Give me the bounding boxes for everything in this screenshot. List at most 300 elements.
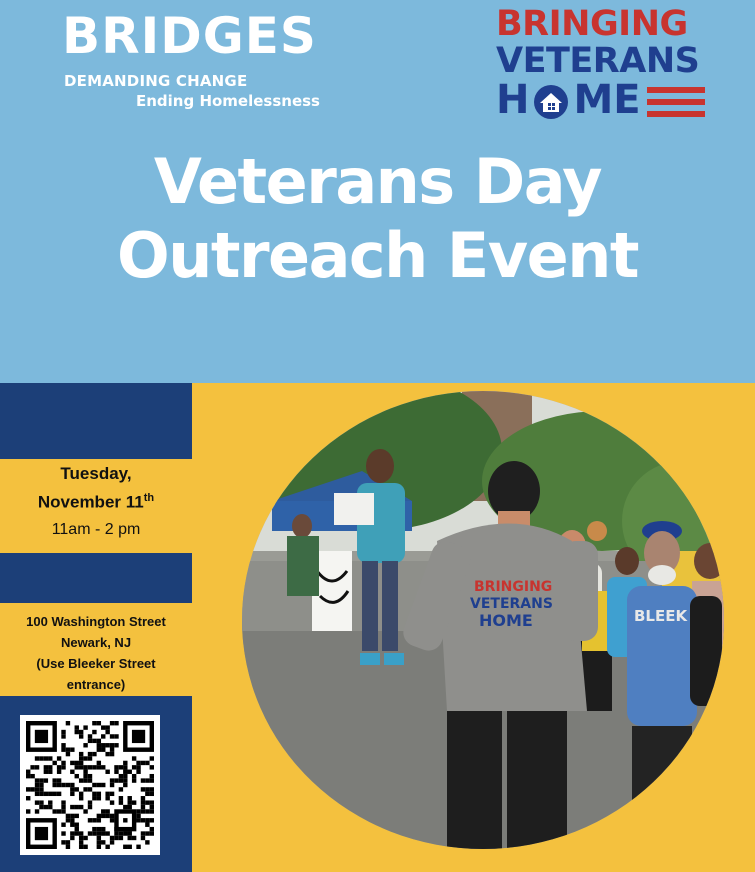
event-title xyxy=(0,145,755,293)
bvh-logo-line-1: BRINGING xyxy=(496,4,688,44)
qr-module xyxy=(35,730,48,743)
qr-module xyxy=(61,747,65,751)
qr-module xyxy=(88,778,92,782)
qr-module xyxy=(145,831,149,835)
qr-module xyxy=(44,765,48,769)
qr-module xyxy=(101,747,105,751)
bridges-logo-wordmark: BRIDGES xyxy=(62,7,317,65)
qr-module xyxy=(52,792,56,796)
qr-module xyxy=(114,721,118,725)
qr-module xyxy=(88,831,92,835)
qr-module xyxy=(79,761,83,765)
qr-module xyxy=(75,827,79,831)
qr-module xyxy=(70,818,74,822)
qr-module xyxy=(150,774,154,778)
qr-module xyxy=(35,827,48,840)
qr-module xyxy=(83,778,87,782)
qr-module xyxy=(128,845,132,849)
qr-module xyxy=(35,800,39,804)
qr-module xyxy=(79,805,83,809)
qr-module xyxy=(97,743,101,747)
qr-module xyxy=(70,761,74,765)
qr-module xyxy=(39,783,43,787)
qr-module xyxy=(35,765,39,769)
qr-module xyxy=(92,730,96,734)
qr-module xyxy=(132,765,136,769)
qr-module xyxy=(101,831,105,835)
qr-module xyxy=(101,734,105,738)
qr-module xyxy=(66,721,70,725)
qr-module xyxy=(75,831,79,835)
qr-module xyxy=(123,765,127,769)
qr-module xyxy=(83,765,87,769)
qr-module xyxy=(105,730,109,734)
qr-module xyxy=(141,805,145,809)
qr-module xyxy=(61,743,65,747)
qr-module xyxy=(119,796,123,800)
qr-module xyxy=(145,778,149,782)
qr-module xyxy=(26,796,30,800)
qr-module xyxy=(75,725,79,729)
qr-module xyxy=(44,756,48,760)
qr-module xyxy=(145,840,149,844)
qr-module xyxy=(48,770,52,774)
qr-module xyxy=(44,770,48,774)
qr-module xyxy=(44,792,48,796)
bvh-logo-line-2: VETERANS xyxy=(496,41,700,81)
qr-module xyxy=(119,800,123,804)
qr-module xyxy=(88,765,92,769)
qr-module xyxy=(145,761,149,765)
qr-module xyxy=(141,800,145,804)
qr-module xyxy=(79,831,83,835)
qr-module xyxy=(101,809,105,813)
qr-module xyxy=(88,805,92,809)
flag-stripes-icon xyxy=(647,87,705,117)
qr-module xyxy=(97,836,101,840)
qr-module xyxy=(35,783,39,787)
qr-module xyxy=(75,774,79,778)
qr-module xyxy=(101,814,105,818)
qr-module xyxy=(83,809,87,813)
qr-module xyxy=(61,734,65,738)
qr-module xyxy=(150,787,154,791)
qr-module xyxy=(70,831,74,835)
qr-module xyxy=(110,721,114,725)
qr-module xyxy=(70,783,74,787)
qr-module xyxy=(48,805,52,809)
qr-module xyxy=(66,814,70,818)
qr-module xyxy=(97,845,101,849)
qr-module xyxy=(92,739,96,743)
qr-module xyxy=(114,836,118,840)
qr-module xyxy=(66,783,70,787)
address-street: 100 Washington Street xyxy=(26,614,166,629)
qr-module xyxy=(119,787,123,791)
qr-module xyxy=(61,831,65,835)
qr-module xyxy=(83,774,87,778)
qr-module xyxy=(105,792,109,796)
qr-module xyxy=(110,743,114,747)
qr-module xyxy=(79,778,83,782)
qr-module xyxy=(136,845,140,849)
qr-module xyxy=(35,756,39,760)
qr-module xyxy=(132,800,136,804)
qr-module xyxy=(48,792,52,796)
qr-module xyxy=(70,805,74,809)
qr-module xyxy=(141,761,145,765)
qr-module xyxy=(75,787,79,791)
qr-module xyxy=(101,743,105,747)
qr-module xyxy=(70,747,74,751)
qr-module xyxy=(141,796,145,800)
qr-module xyxy=(97,827,101,831)
qr-module xyxy=(79,796,83,800)
qr-module xyxy=(79,845,83,849)
qr-module xyxy=(61,805,65,809)
qr-module xyxy=(92,818,96,822)
qr-module xyxy=(57,809,61,813)
qr-module xyxy=(101,725,105,729)
qr-module xyxy=(35,787,39,791)
qr-module xyxy=(141,818,145,822)
qr-module xyxy=(132,778,136,782)
qr-module xyxy=(110,792,114,796)
qr-module xyxy=(123,761,127,765)
qr-module xyxy=(119,831,123,835)
qr-module xyxy=(132,730,145,743)
qr-module xyxy=(141,836,145,840)
qr-module xyxy=(110,800,114,804)
qr-module xyxy=(61,823,65,827)
qr-module xyxy=(92,827,96,831)
house-icon xyxy=(531,81,571,119)
qr-module xyxy=(79,734,83,738)
qr-module xyxy=(105,809,109,813)
qr-module xyxy=(30,787,34,791)
qr-module xyxy=(70,787,74,791)
qr-module xyxy=(150,800,154,804)
shirt-logo-text-3: HOME xyxy=(479,611,533,630)
qr-module xyxy=(97,721,101,725)
qr-module xyxy=(61,730,65,734)
qr-module xyxy=(66,752,70,756)
qr-module xyxy=(119,765,123,769)
qr-module xyxy=(79,752,83,756)
bridges-logo xyxy=(62,6,322,116)
address-city: Newark, NJ xyxy=(60,635,132,650)
qr-module xyxy=(57,792,61,796)
qr-module xyxy=(52,761,56,765)
qr-module xyxy=(30,774,34,778)
qr-module xyxy=(97,814,101,818)
qr-module xyxy=(66,845,70,849)
qr-module xyxy=(26,774,30,778)
qr-module xyxy=(114,770,118,774)
qr-module xyxy=(136,818,140,822)
qr-module xyxy=(92,792,96,796)
qr-module xyxy=(132,774,136,778)
qr-module xyxy=(150,827,154,831)
qr-module xyxy=(119,774,123,778)
qr-module xyxy=(52,809,56,813)
qr-module xyxy=(57,783,61,787)
qr-module xyxy=(110,747,114,751)
qr-module xyxy=(83,845,87,849)
qr-module xyxy=(70,792,74,796)
qr-module xyxy=(79,836,83,840)
qr-module xyxy=(110,783,114,787)
qr-module xyxy=(105,725,109,729)
qr-module xyxy=(110,752,114,756)
bvh-logo-letters-me: ME xyxy=(573,77,641,123)
qr-module xyxy=(105,752,109,756)
qr-module xyxy=(119,836,123,840)
qr-module xyxy=(114,778,118,782)
qr-module xyxy=(136,770,140,774)
qr-module xyxy=(39,787,43,791)
qr-module xyxy=(97,739,101,743)
qr-module xyxy=(92,721,96,725)
qr-module xyxy=(145,787,149,791)
qr-module xyxy=(75,823,79,827)
qr-module xyxy=(26,770,30,774)
qr-module xyxy=(30,765,34,769)
qr-module xyxy=(114,743,118,747)
navy-band-top xyxy=(0,383,192,459)
qr-module xyxy=(75,761,79,765)
qr-module xyxy=(145,818,149,822)
qr-module xyxy=(105,831,109,835)
qr-module xyxy=(39,805,43,809)
qr-module xyxy=(150,792,154,796)
bridges-logo-tagline-1: DEMANDING CHANGE xyxy=(64,72,248,90)
qr-module xyxy=(75,765,79,769)
qr-module xyxy=(52,778,56,782)
qr-module xyxy=(44,805,48,809)
qr-module xyxy=(88,774,92,778)
qr-module xyxy=(57,756,61,760)
qr-module xyxy=(132,836,136,840)
qr-module xyxy=(92,752,96,756)
qr-module xyxy=(88,818,92,822)
qr-module xyxy=(70,823,74,827)
address-note-1: (Use Bleeker Street xyxy=(36,656,156,671)
qr-module xyxy=(123,770,127,774)
qr-module xyxy=(145,792,149,796)
qr-module xyxy=(150,818,154,822)
qr-module xyxy=(128,831,132,835)
qr-module xyxy=(136,761,140,765)
qr-module xyxy=(128,805,132,809)
qr-module xyxy=(39,792,43,796)
event-time: 11am - 2 pm xyxy=(51,520,141,538)
qr-module xyxy=(70,836,74,840)
qr-module xyxy=(83,743,87,747)
shirt-logo-text-1: BRINGING xyxy=(474,579,553,595)
qr-module xyxy=(48,765,52,769)
qr-module xyxy=(79,756,83,760)
address-note-2: entrance) xyxy=(66,677,126,692)
qr-module xyxy=(123,778,127,782)
qr-module xyxy=(88,752,92,756)
qr-module xyxy=(39,756,43,760)
qr-module xyxy=(101,827,105,831)
qr-module xyxy=(92,796,96,800)
qr-module xyxy=(61,809,65,813)
qr-module xyxy=(123,845,127,849)
qr-module xyxy=(123,783,127,787)
qr-module xyxy=(97,783,101,787)
qr-module xyxy=(26,809,30,813)
qr-module xyxy=(61,800,65,804)
qr-module xyxy=(88,800,92,804)
qr-module xyxy=(105,814,109,818)
qr-code-graphic xyxy=(26,721,154,849)
qr-module xyxy=(88,756,92,760)
bvh-logo-line-3 xyxy=(496,78,705,122)
qr-module xyxy=(57,765,61,769)
qr-module xyxy=(61,840,65,844)
qr-module xyxy=(57,778,61,782)
qr-module xyxy=(35,792,39,796)
qr-module xyxy=(150,831,154,835)
qr-module xyxy=(141,787,145,791)
qr-module xyxy=(83,725,87,729)
qr-module xyxy=(123,818,127,822)
qr-module xyxy=(150,805,154,809)
qr-module xyxy=(83,787,87,791)
qr-module xyxy=(101,765,105,769)
qr-module xyxy=(101,840,105,844)
qr-module xyxy=(119,778,123,782)
qr-module xyxy=(128,796,132,800)
qr-module xyxy=(150,809,154,813)
qr-module xyxy=(66,818,70,822)
qr-module xyxy=(123,805,127,809)
qr-module xyxy=(88,787,92,791)
qr-module xyxy=(110,818,114,822)
bringing-veterans-home-logo xyxy=(496,4,716,122)
qr-module xyxy=(141,831,145,835)
qr-module xyxy=(110,840,114,844)
event-title-line-2: Outreach Event xyxy=(116,219,638,292)
qr-module xyxy=(75,814,79,818)
qr-module xyxy=(83,756,87,760)
qr-module xyxy=(97,831,101,835)
qr-module xyxy=(145,800,149,804)
qr-module xyxy=(61,765,65,769)
qr-module xyxy=(110,734,114,738)
qr-module xyxy=(92,765,96,769)
qr-module xyxy=(97,796,101,800)
qr-module xyxy=(132,756,136,760)
qr-module xyxy=(97,765,101,769)
qr-module xyxy=(105,845,109,849)
event-title-line-1: Veterans Day xyxy=(153,145,602,218)
qr-module xyxy=(145,823,149,827)
qr-module xyxy=(110,778,114,782)
qr-module xyxy=(150,778,154,782)
qr-module xyxy=(52,783,56,787)
qr-module xyxy=(136,814,140,818)
event-address xyxy=(0,611,192,695)
qr-module xyxy=(79,840,83,844)
qr-module xyxy=(97,761,101,765)
qr-module xyxy=(35,778,39,782)
qr-module xyxy=(70,814,74,818)
qr-module xyxy=(136,809,140,813)
qr-module xyxy=(26,787,30,791)
event-day: Tuesday, xyxy=(60,464,132,483)
navy-band-middle xyxy=(0,553,192,603)
event-photo-scene xyxy=(242,391,724,849)
qr-module xyxy=(39,778,43,782)
qr-module xyxy=(88,734,92,738)
qr-module xyxy=(83,770,87,774)
qr-module xyxy=(128,836,132,840)
qr-module xyxy=(35,809,39,813)
qr-module xyxy=(145,809,149,813)
qr-module xyxy=(48,800,52,804)
qr-module xyxy=(97,792,101,796)
qr-module xyxy=(79,730,83,734)
qr-module xyxy=(123,831,127,835)
qr-code[interactable] xyxy=(20,715,160,855)
qr-module xyxy=(114,734,118,738)
qr-module xyxy=(92,783,96,787)
qr-module xyxy=(150,756,154,760)
qr-module xyxy=(141,778,145,782)
qr-module xyxy=(79,765,83,769)
qr-module xyxy=(88,739,92,743)
qr-module xyxy=(123,774,127,778)
qr-module xyxy=(48,756,52,760)
qr-module xyxy=(105,770,109,774)
qr-module xyxy=(97,747,101,751)
qr-module xyxy=(83,836,87,840)
event-photo xyxy=(242,391,724,849)
shirt-logo-text-2: VETERANS xyxy=(470,596,553,612)
qr-module xyxy=(75,730,79,734)
qr-module xyxy=(39,800,43,804)
qr-module xyxy=(141,809,145,813)
bridges-logo-tagline-2: Ending Homelessness xyxy=(136,92,320,110)
qr-module xyxy=(70,770,74,774)
event-month-day: November 11th xyxy=(37,492,155,512)
header-banner xyxy=(0,0,755,383)
bvh-logo-letter-h: H xyxy=(496,77,530,123)
event-date xyxy=(0,463,192,542)
qr-module xyxy=(110,814,114,818)
shirt-logo-text-4: BLEEK xyxy=(634,607,688,625)
qr-module xyxy=(110,836,114,840)
qr-module xyxy=(128,770,132,774)
qr-module xyxy=(150,765,154,769)
qr-module xyxy=(44,778,48,782)
qr-module xyxy=(97,840,101,844)
qr-module xyxy=(114,765,118,769)
qr-module xyxy=(114,831,118,835)
qr-module xyxy=(101,783,105,787)
qr-module xyxy=(57,770,61,774)
qr-module xyxy=(66,840,70,844)
qr-module xyxy=(61,761,65,765)
qr-module xyxy=(128,800,132,804)
qr-module xyxy=(61,783,65,787)
event-details-panel xyxy=(0,383,755,872)
qr-module xyxy=(136,765,140,769)
